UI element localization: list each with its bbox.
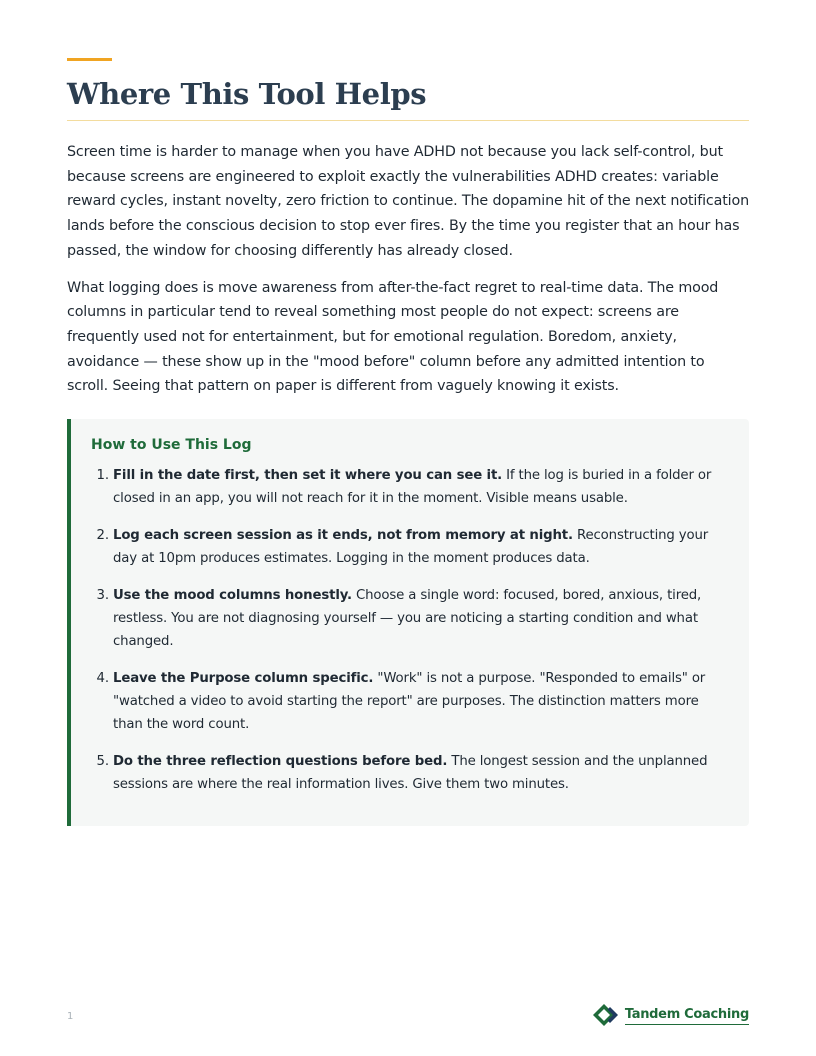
intro-paragraph: What logging does is move awareness from after-the-fact regret to real-time data. The mood columns in particular tend to reveal something most people do not expect: screens are frequently used not for entertainment, but for emotional regulation. Boredom, anxiety, avoidance — these show up in the "mood before" column before any admitted intention to scroll. Seeing that pattern on paper is different from vaguely knowing it exists. [67,279,719,395]
brand-name: Tandem Coaching [625,1006,749,1025]
intro-section [67,140,749,411]
step-item [113,667,729,737]
step-text: Reconstructing your day at 10pm produces estimates. Logging in the moment produces data. [113,527,709,567]
steps-list [91,464,729,796]
page-title: Where This Tool Helps [67,77,427,111]
intro-paragraph: Screen time is harder to manage when you have ADHD not because you lack self-control, but because screens are engineered to exploit exactly the vulnerabilities ADHD creates: variable reward cycles, instant novelty, zero friction to continue. The dopamine hit of the next notification lands before the conscious decision to stop ever fires. By the time you register that an hour has passed, the window for choosing differently has already closed. [67,144,750,259]
diamond-logo-icon [593,1003,621,1027]
step-text: Choose a single word: focused, bored, anxious, tired, restless. You are not diagnosing yourself — you are noticing a starting condition and what changed. [113,587,702,650]
step-text: "Work" is not a purpose. "Responded to emails" or "watched a video to avoid starting the report" are purposes. The distinction matters more than the word count. [113,670,706,733]
title-divider [67,120,749,121]
step-text: If the log is buried in a folder or closed in an app, you will not reach for it in the moment. Visible means usable. [113,468,712,507]
step-item [113,524,729,570]
title-accent-bar [67,58,112,61]
step-lead: Leave the Purpose column specific. [113,670,374,686]
brand-logo [593,1003,749,1027]
callout-title: How to Use This Log [91,437,252,453]
step-lead: Fill in the date first, then set it where you can see it. [113,468,503,483]
how-to-use-callout [67,419,749,826]
step-item [113,750,729,796]
step-lead: Log each screen session as it ends, not from memory at night. [113,527,573,543]
step-item [113,584,729,654]
step-text: The longest session and the unplanned sessions are where the real information lives. Give them two minutes. [113,754,708,793]
step-lead: Do the three reflection questions before bed. [113,754,448,770]
page-number: 1 [67,1011,74,1022]
step-lead: Use the mood columns honestly. [113,587,352,603]
step-item [113,464,729,510]
